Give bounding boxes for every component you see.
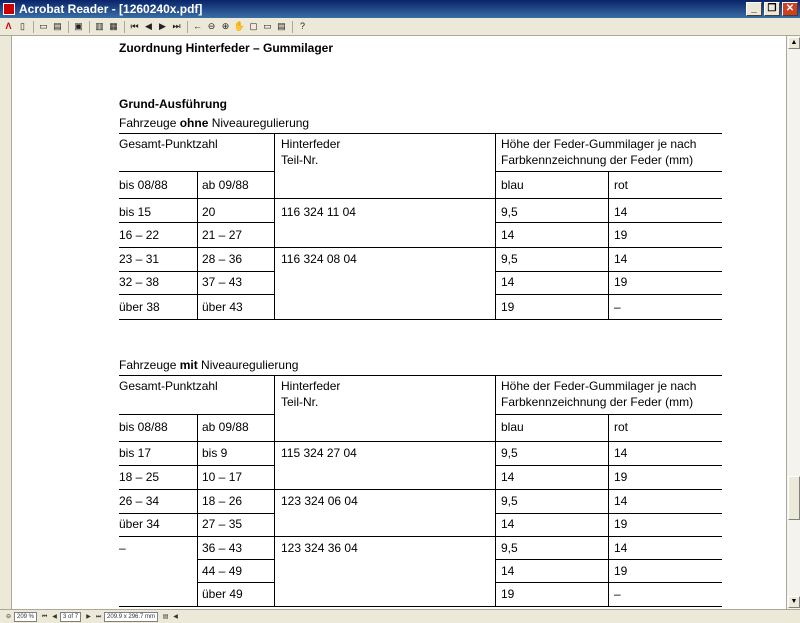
save-icon[interactable]: ▣	[74, 21, 83, 31]
thumbnails-icon[interactable]: ▦	[109, 21, 118, 31]
t1-header-teil1: Hinterfeder	[281, 137, 341, 151]
table1-caption: Fahrzeuge ohne Niveauregulierung	[119, 116, 310, 130]
t2-sub-rot: rot	[614, 420, 629, 434]
table-row: 23 – 31	[119, 252, 160, 266]
scroll-down-icon[interactable]: ▼	[788, 596, 800, 608]
table-row: –	[119, 541, 126, 555]
scroll-up-icon[interactable]: ▲	[788, 37, 800, 49]
t2-header-punktzahl: Gesamt-Punktzahl	[119, 379, 218, 393]
navigation-pane-strip[interactable]	[0, 36, 12, 609]
table-row: über 49	[202, 587, 243, 601]
zoom-out-icon[interactable]: ⊖	[207, 21, 216, 31]
table-row: über 38	[119, 300, 160, 314]
t1-sub-rot: rot	[614, 178, 629, 192]
table-row: 26 – 34	[119, 494, 160, 508]
next-page-icon[interactable]: ▶	[159, 21, 166, 31]
zoom-in-icon[interactable]: ⊕	[221, 21, 230, 31]
actual-size-icon[interactable]: ▤	[277, 21, 286, 31]
vertical-scrollbar[interactable]	[786, 36, 800, 609]
zoom-field[interactable]: 209 %	[14, 612, 37, 622]
last-page-icon[interactable]: ⏭	[172, 21, 181, 31]
document-title: Zuordnung Hinterfeder – Gummilager	[119, 41, 334, 55]
bookmark-icon[interactable]: ▯	[20, 21, 25, 31]
table-row: über 34	[119, 517, 160, 531]
prev-page-icon[interactable]: ◀	[145, 21, 152, 31]
page-field[interactable]: 3 of 7	[60, 612, 81, 622]
table-row: 44 – 49	[202, 564, 243, 578]
table-row: bis 15	[119, 205, 152, 219]
first-page-icon[interactable]: ⏮	[130, 21, 139, 31]
t2-sub-ab: ab 09/88	[202, 420, 249, 434]
t1-header-teil2: Teil-Nr.	[281, 153, 319, 167]
t1-header-hoehe2: Farbkennzeichnung der Feder (mm)	[501, 153, 694, 167]
close-button[interactable]: ✕	[782, 2, 798, 16]
first-page-status-icon[interactable]: ⏮	[41, 613, 48, 620]
t1-sub-ab: ab 09/88	[202, 178, 249, 192]
title-bar	[0, 0, 800, 18]
last-page-status-icon[interactable]: ⏭	[95, 613, 102, 620]
page-size-field: 209.9 x 296.7 mm	[104, 612, 158, 622]
t2-header-hoehe2: Farbkennzeichnung der Feder (mm)	[501, 395, 694, 409]
acrobat-logo-icon[interactable]: Ʌ	[5, 21, 12, 31]
status-bar	[0, 609, 800, 623]
t2-sub-blau: blau	[501, 420, 524, 434]
t1-header-punktzahl: Gesamt-Punktzahl	[119, 137, 218, 151]
fit-page-icon[interactable]: ▢	[249, 21, 258, 31]
maximize-button[interactable]: ❐	[764, 2, 780, 16]
hscroll-left-icon[interactable]: ◀	[173, 613, 178, 620]
t1-sub-bis: bis 08/88	[119, 178, 168, 192]
table2-caption: Fahrzeuge mit Niveauregulierung	[119, 358, 299, 372]
fit-width-icon[interactable]: ▭	[263, 21, 272, 31]
pages-icon[interactable]: ▥	[95, 21, 104, 31]
help-icon[interactable]: ?	[299, 21, 305, 31]
scroll-thumb[interactable]	[788, 476, 800, 520]
t2-header-teil1: Hinterfeder	[281, 379, 341, 393]
acrobat-app-icon[interactable]	[3, 3, 15, 15]
table-row: bis 17	[119, 446, 152, 460]
table-row: 16 – 22	[119, 228, 160, 242]
toolbar	[0, 18, 800, 36]
t2-header-hoehe1: Höhe der Feder-Gummilager je nach	[501, 379, 697, 393]
document-view[interactable]: Zuordnung Hinterfeder – Gummilager Grund-Ausführung Fahrzeuge ohne Niveauregulierung Gesamt-Punktzahl Hinterfeder Teil-Nr. Höhe der Feder-Gummilager je nach Farbkennzeichnung der Feder (mm) bis 08/88 ab 09/88 blau rot bis 15 20 116 324 11 04 9,5 14 16 – 22 21 – 27 14 19 23 – 31 28 – 36 116 324 08 04 9,5 14 32 – 38 37 – 43 14 19 über 38 über 43 19 – Fahrzeuge mit Niveauregulierung Gesamt-Punktzahl Hinterfeder Teil-Nr. Höhe der Feder-Gummilager je nach Farbkennzeichnung der Feder (mm) bis 08/88 ab 09/88 blau rot bis 17 bis 9 115 324 27 04 9,5 14 18 – 25 10 – 17 14 19 26 – 34 18 – 26 123 324 06 04 9,5 14 über 34 27 – 35 14 19 – 36 – 43 123 324 36 04 9,5 14 44 – 49 14 19 über 49 19 –	[12, 36, 786, 609]
t2-header-teil2: Teil-Nr.	[281, 395, 319, 409]
print-icon[interactable]: ▤	[53, 21, 62, 31]
go-back-icon[interactable]: ←	[193, 21, 202, 31]
layout-icon[interactable]: ▤	[162, 613, 169, 620]
t2-sub-bis: bis 08/88	[119, 420, 168, 434]
t1-header-hoehe1: Höhe der Feder-Gummilager je nach	[501, 137, 697, 151]
t1-sub-blau: blau	[501, 178, 524, 192]
table-row: 18 – 25	[119, 470, 160, 484]
minimize-button[interactable]: _	[746, 2, 762, 16]
open-icon[interactable]: ▭	[39, 21, 48, 31]
section-heading: Grund-Ausführung	[119, 97, 227, 111]
next-page-status-icon[interactable]: ▶	[86, 613, 91, 620]
table-row: 32 – 38	[119, 275, 160, 289]
prev-page-status-icon[interactable]: ◀	[52, 613, 57, 620]
zoom-out-status-icon[interactable]: ⊖	[5, 613, 12, 620]
window-title: Acrobat Reader - [1260240x.pdf]	[19, 2, 203, 16]
hand-tool-icon[interactable]: ✋	[233, 21, 246, 31]
